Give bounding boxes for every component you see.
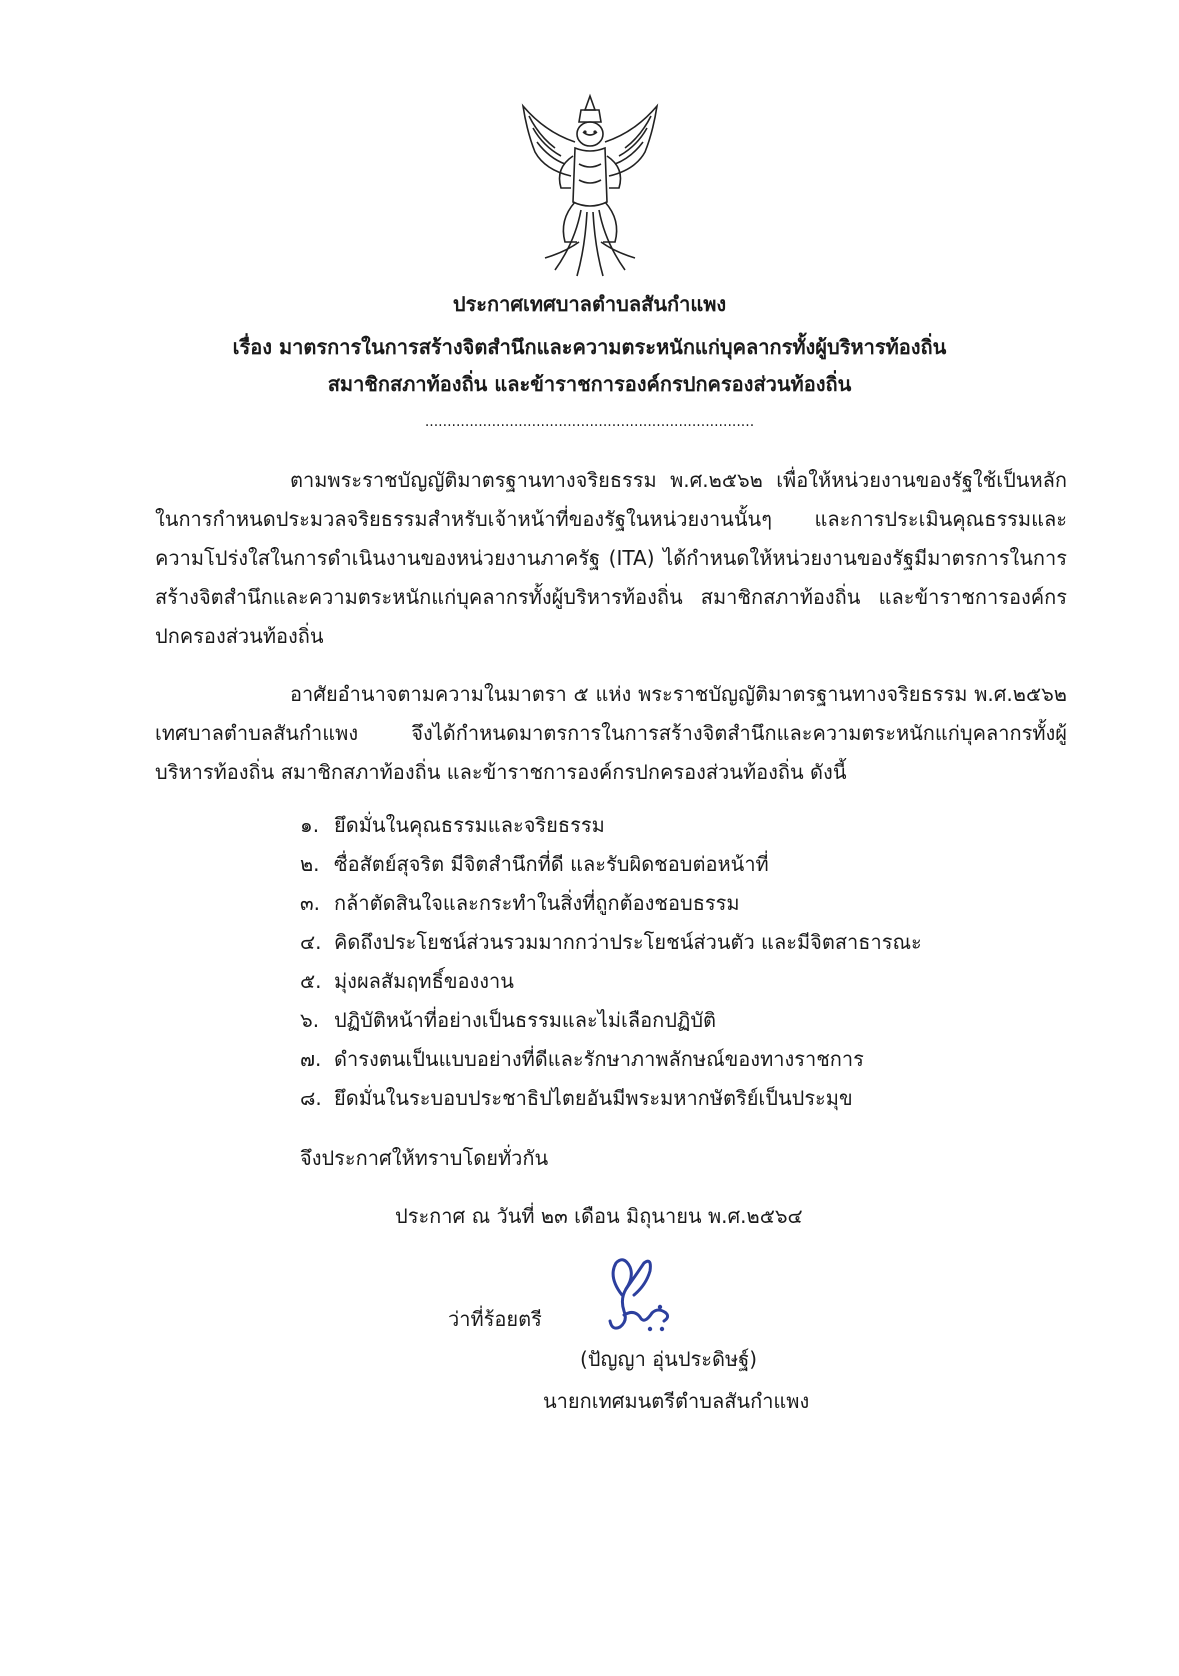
subject-line-continued: สมาชิกสภาท้องถิ่น และข้าราชการองค์กรปกครองส่วนท้องถิ่น — [327, 372, 852, 396]
list-item-number: ๑. — [300, 813, 320, 837]
list-item-number: ๔. — [300, 930, 322, 954]
list-item-text: ยึดมั่นในคุณธรรมและจริยธรรม — [334, 813, 605, 837]
list-item-text: กล้าตัดสินใจและกระทำในสิ่งที่ถูกต้องชอบธรรม — [334, 891, 740, 915]
measures-list — [300, 806, 922, 1118]
list-item-number: ๘. — [300, 1086, 322, 1110]
list-item-text: ยึดมั่นในระบอบประชาธิปไตยอันมีพระมหากษัตริย์เป็นประมุข — [334, 1086, 853, 1110]
list-item-text: ดำรงตนเป็นแบบอย่างที่ดีและรักษาภาพลักษณ์ของทางราชการ — [334, 1047, 864, 1071]
list-item-number: ๖. — [300, 1008, 320, 1032]
list-item — [300, 962, 922, 1001]
list-item — [300, 923, 922, 962]
list-item-number: ๓. — [300, 891, 321, 915]
closing-statement: จึงประกาศให้ทราบโดยทั่วกัน — [300, 1146, 549, 1170]
signer-rank: ว่าที่ร้อยตรี — [448, 1307, 542, 1331]
paragraph-authority: อาศัยอำนาจตามความในมาตรา ๕ แห่ง พระราชบัญญัติมาตรฐานทางจริยธรรม พ.ศ.๒๕๖๒ เทศบาลตำบลสันกำแพง จึงได้กำหนดมาตรการในการสร้างจิตสำนึกและความตระหนักแก่บุคลากรทั้งผู้บริหารท้องถิ่น สมาชิกสภาท้องถิ่น และข้าราชการองค์กรปกครองส่วนท้องถิ่น ดังนี้ — [155, 682, 1067, 784]
subject-line: เรื่อง มาตรการในการสร้างจิตสำนึกและความตระหนักแก่บุคลากรทั้งผู้บริหารท้องถิ่น — [232, 335, 947, 359]
announcement-date: ประกาศ ณ วันที่ ๒๓ เดือน มิถุนายน พ.ศ.๒๕๖๔ — [395, 1204, 803, 1228]
list-item — [300, 884, 922, 923]
list-item-number: ๗. — [300, 1047, 322, 1071]
list-item-text: ซื่อสัตย์สุจริต มีจิตสำนึกที่ดี และรับผิดชอบต่อหน้าที่ — [334, 852, 769, 876]
list-item-text: มุ่งผลสัมฤทธิ์ของงาน — [334, 969, 514, 993]
list-item-number: ๒. — [300, 852, 320, 876]
announcement-title: ประกาศเทศบาลตำบลสันกำแพง — [452, 292, 727, 316]
handwritten-signature-icon — [600, 1255, 680, 1340]
list-item — [300, 806, 922, 845]
signer-position: นายกเทศมนตรีตำบลสันกำแพง — [543, 1389, 810, 1413]
list-item — [300, 1079, 922, 1118]
dotted-separator: .......................................................................... — [424, 414, 755, 430]
list-item-number: ๕. — [300, 969, 322, 993]
list-item-text: คิดถึงประโยชน์ส่วนรวมมากกว่าประโยชน์ส่วนตัว และมีจิตสาธารณะ — [334, 930, 922, 954]
paragraph-preamble: ตามพระราชบัญญัติมาตรฐานทางจริยธรรม พ.ศ.๒๕๖๒ เพื่อให้หน่วยงานของรัฐใช้เป็นหลักในการกำหนดประมวลจริยธรรมสำหรับเจ้าหน้าที่ของรัฐในหน่วยงานนั้นๆ และการประเมินคุณธรรมและความโปร่งใสในการดำเนินงานของหน่วยงานภาครัฐ (ITA) ได้กำหนดให้หน่วยงานของรัฐมีมาตรการในการสร้างจิตสำนึกและความตระหนักแก่บุคลากรทั้งผู้บริหารท้องถิ่น สมาชิกสภาท้องถิ่น และข้าราชการองค์กรปกครองส่วนท้องถิ่น — [155, 468, 1067, 648]
list-item — [300, 845, 922, 884]
list-item — [300, 1001, 922, 1040]
list-item — [300, 1040, 922, 1079]
garuda-emblem-icon — [515, 92, 665, 282]
signer-name: (ปัญญา อุ่นประดิษฐ์) — [580, 1347, 758, 1371]
list-item-text: ปฏิบัติหน้าที่อย่างเป็นธรรมและไม่เลือกปฏิบัติ — [334, 1008, 717, 1032]
